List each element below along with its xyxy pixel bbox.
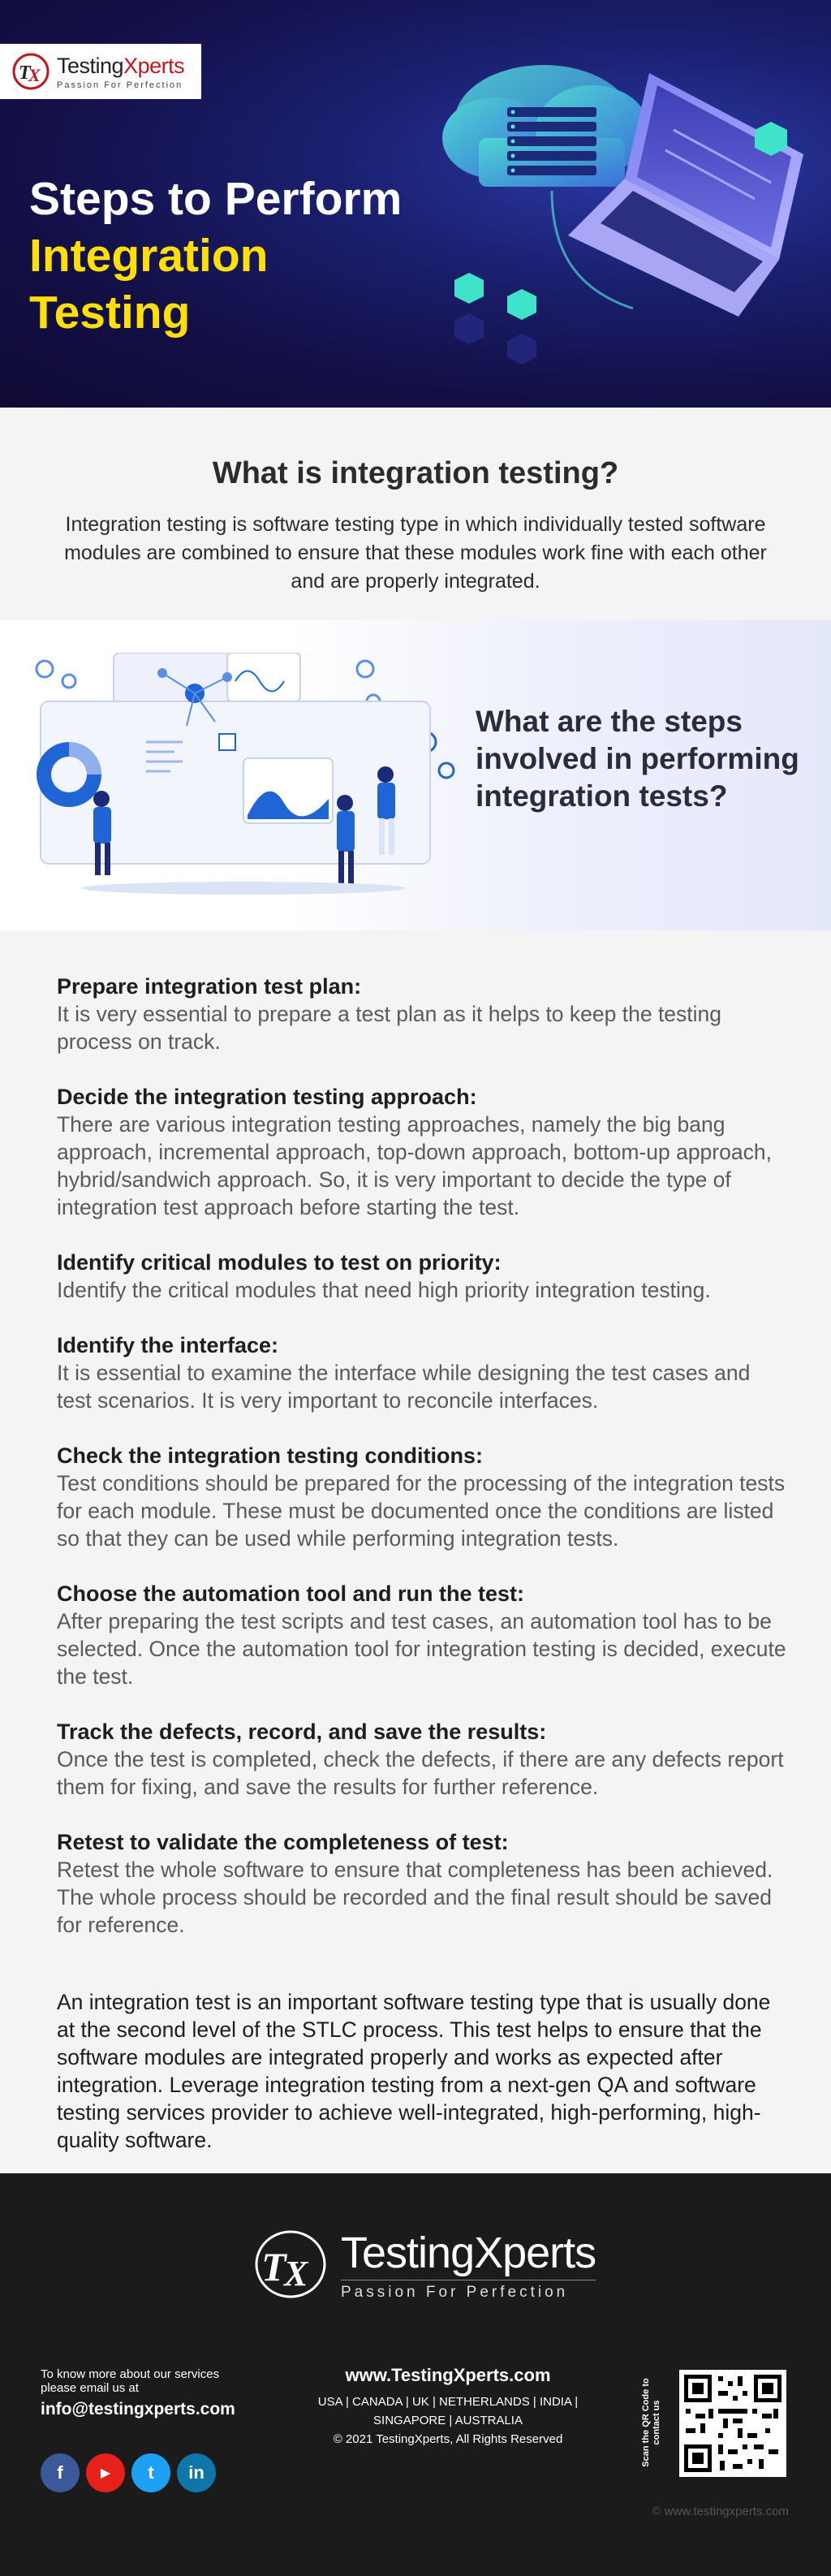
footer-logo-name: TestingXperts (341, 2228, 596, 2277)
title-line-2: Integration (29, 230, 269, 282)
steps-banner (0, 620, 831, 930)
step-title: Track the defects, record, and save the results: (57, 1719, 547, 1744)
page-title (29, 170, 402, 341)
step-title: Identify critical modules to test on priority: (57, 1250, 502, 1275)
list-item (57, 1331, 787, 1414)
social-links (41, 2453, 216, 2492)
step-title: Check the integration testing conditions: (57, 1443, 484, 1468)
footer-url: © www.testingxperts.com (652, 2505, 789, 2518)
footer (0, 2173, 831, 2576)
list-item (57, 973, 787, 1055)
conclusion-text: An integration test is an important software testing type that is usually done at the second level of the STLC process. This test helps to ensure that the software modules are integrated properly and works as expected after integration. Leverage integration testing from a next-gen QA and software testing services provider to achieve well-integrated, high-performing, high-quality software. (57, 1990, 771, 2152)
step-title: Retest to validate the completeness of test: (57, 1830, 509, 1854)
countries-list: USA | CANADA | UK | NETHERLANDS | INDIA | SINGAPORE | AUSTRALIA (317, 2395, 579, 2427)
intro-text: Integration testing is software testing type in which individually tested software modules are combined to ensure that these modules work fine with each other and are properly integrated. (64, 513, 767, 593)
logo-name-part2: Xperts (123, 53, 185, 78)
step-title: Choose the automation tool and run the test: (57, 1581, 524, 1606)
copyright: © 2021 TestingXperts, All Rights Reserved (333, 2432, 563, 2446)
footer-logo[interactable] (252, 2227, 596, 2302)
linkedin-icon[interactable] (177, 2453, 216, 2492)
logo-name (57, 54, 184, 79)
list-item (57, 1718, 787, 1801)
svg-text:X: X (284, 2254, 308, 2293)
title-line-3: Testing (29, 287, 191, 339)
testingxperts-logo-icon (252, 2227, 329, 2302)
cloud-laptop-illustration (430, 49, 831, 406)
qr-label (641, 2370, 661, 2475)
steps-list (57, 973, 787, 1966)
cloud-server-icon (442, 65, 649, 187)
logo-tagline: Passion For Perfection (57, 80, 183, 90)
contact-email-link[interactable]: info@testingxperts.com (41, 2400, 235, 2419)
twitter-glyph: t (148, 2462, 154, 2483)
linkedin-glyph: in (188, 2462, 205, 2483)
steps-heading: What are the steps involved in performing integration tests? (476, 705, 799, 813)
team-dashboard-illustration (24, 653, 463, 904)
step-title: Prepare integration test plan: (57, 974, 362, 999)
list-item (57, 1580, 787, 1690)
qr-label-text: Scan the QR Code to contact us (641, 2378, 661, 2467)
footer-logo-tagline: Passion For Perfection (341, 2280, 596, 2302)
website-link[interactable]: www.TestingXperts.com (345, 2365, 551, 2385)
step-description: Retest the whole software to ensure that completeness has been achieved. The whole process should be recorded and the final result should be saved for reference. (57, 1858, 773, 1937)
step-title: Decide the integration testing approach: (57, 1085, 477, 1109)
contact-block (41, 2367, 252, 2419)
logo-name-part1: Testing (57, 53, 124, 78)
facebook-icon[interactable] (41, 2453, 80, 2492)
step-description: After preparing the test scripts and test cases, an automation tool has to be selected. Once the automation tool for integration testing is decided, execute the test. (57, 1609, 786, 1689)
header-logo[interactable] (0, 44, 201, 99)
testingxperts-logo-icon (11, 52, 50, 91)
list-item (57, 1083, 787, 1221)
intro-section (0, 408, 831, 620)
svg-text:T: T (261, 2244, 286, 2289)
step-description: There are various integration testing approaches, namely the big bang approach, incremental approach, top-down approach, bottom-up approach, hybrid/sandwich approach. So, it is very important to decide the type of integration test approach before starting the test. (57, 1112, 772, 1219)
step-description: Once the test is completed, check the defects, if there are any defects report them for fixing, and save the results for further reference. (57, 1747, 784, 1799)
footer-center (286, 2365, 610, 2449)
list-item (57, 1828, 787, 1939)
facebook-glyph: f (57, 2462, 63, 2483)
svg-text:X: X (28, 65, 41, 85)
youtube-glyph: ▶ (100, 2466, 111, 2480)
step-description: Test conditions should be prepared for the processing of the integration tests for each module. These must be documented once the conditions are listed so that they can be used while performing integration tests. (57, 1471, 786, 1551)
qr-code-icon[interactable] (679, 2370, 786, 2477)
step-title: Identify the interface: (57, 1333, 279, 1357)
title-line-1: Steps to Perform (29, 173, 403, 225)
step-description: It is essential to examine the interface while designing the test cases and test scenarios. It is very important to reconcile interfaces. (57, 1361, 751, 1413)
list-item (57, 1249, 787, 1304)
hero-banner (0, 0, 831, 408)
step-description: Identify the critical modules that need high priority integration testing. (57, 1278, 711, 1302)
svg-text:T: T (19, 63, 31, 84)
youtube-icon[interactable] (86, 2453, 125, 2492)
twitter-icon[interactable] (131, 2453, 170, 2492)
intro-heading: What is integration testing? (212, 456, 619, 490)
contact-note: To know more about our services please email us at (41, 2367, 220, 2395)
step-description: It is very essential to prepare a test plan as it helps to keep the testing process on track. (57, 1002, 722, 1054)
list-item (57, 1442, 787, 1552)
